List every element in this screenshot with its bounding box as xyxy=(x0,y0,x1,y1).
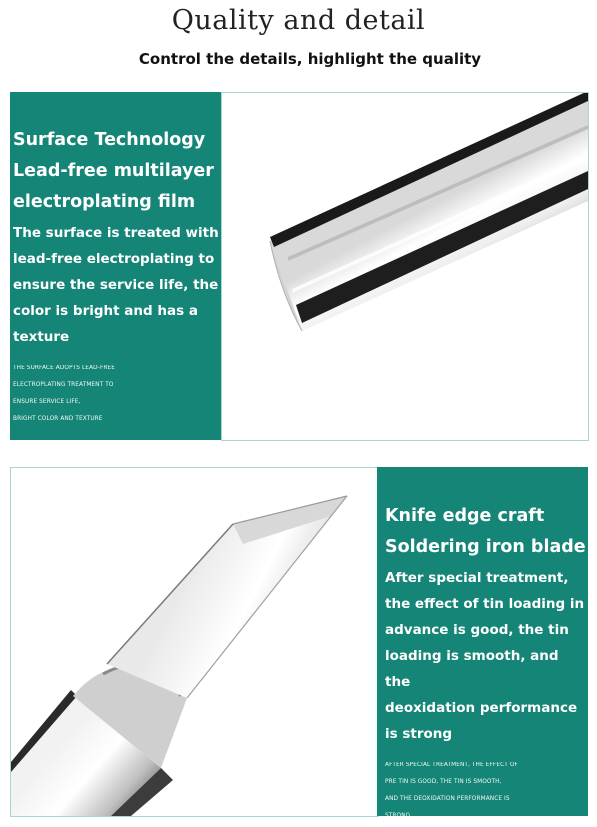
knife-fine-line-3: AND THE DEOXIDATION PERFORMANCE IS xyxy=(385,796,510,802)
knife-edge-craft-panel xyxy=(377,467,588,819)
surface-body-line-5: texture xyxy=(13,329,70,345)
knife-body-line-5: deoxidation performance xyxy=(385,700,578,716)
surface-heading-line-2: Lead-free multilayer xyxy=(13,161,214,181)
page-subtitle: Control the details, highlight the quality xyxy=(138,50,482,68)
knife-body-line-6: is strong xyxy=(385,726,453,742)
soldering-tip-shaft-image xyxy=(221,92,589,441)
surface-fine-line-3: ENSURE SERVICE LIFE, xyxy=(13,399,81,405)
surface-fine-line-4: BRIGHT COLOR AND TEXTURE xyxy=(13,416,103,422)
page-title: Quality and detail xyxy=(171,5,426,36)
surface-fine-line-1: THE SURFACE ADOPTS LEAD-FREE xyxy=(13,365,116,371)
surface-technology-text xyxy=(13,125,220,428)
surface-body-line-1: The surface is treated with xyxy=(13,225,219,241)
knife-tip-image xyxy=(10,467,379,817)
knife-body-line-3: advance is good, the tin xyxy=(385,622,569,638)
surface-heading-line-3: electroplating film xyxy=(13,192,196,212)
knife-body-line-2: the effect of tin loading in xyxy=(385,596,585,612)
knife-heading-line-2: Soldering iron blade xyxy=(385,537,586,557)
knife-tip-illustration xyxy=(11,468,378,816)
surface-body-line-3: ensure the service life, the xyxy=(13,277,219,293)
surface-body xyxy=(13,220,220,350)
surface-technology-panel xyxy=(10,92,221,440)
knife-body xyxy=(385,565,588,747)
knife-fine-line-4: STRONG xyxy=(385,813,411,819)
chrome-shaft-illustration xyxy=(222,93,588,440)
knife-edge-text xyxy=(385,501,588,825)
surface-heading-line-1: Surface Technology xyxy=(13,130,206,150)
surface-fine-line-2: ELECTROPLATING TREATMENT TO xyxy=(13,382,114,388)
knife-body-line-4: loading is smooth, and the xyxy=(385,648,559,690)
knife-heading-line-1: Knife edge craft xyxy=(385,506,545,526)
knife-body-line-1: After special treatment, xyxy=(385,570,569,586)
surface-fine-print xyxy=(13,360,220,428)
knife-fine-print xyxy=(385,757,588,825)
surface-body-line-4: color is bright and has a xyxy=(13,303,198,319)
knife-fine-line-2: PRE TIN IS GOOD, THE TIN IS SMOOTH, xyxy=(385,779,502,785)
knife-fine-line-1: AFTER SPECIAL TREATMENT, THE EFFECT OF xyxy=(385,762,518,768)
surface-body-line-2: lead-free electroplating to xyxy=(13,251,215,267)
